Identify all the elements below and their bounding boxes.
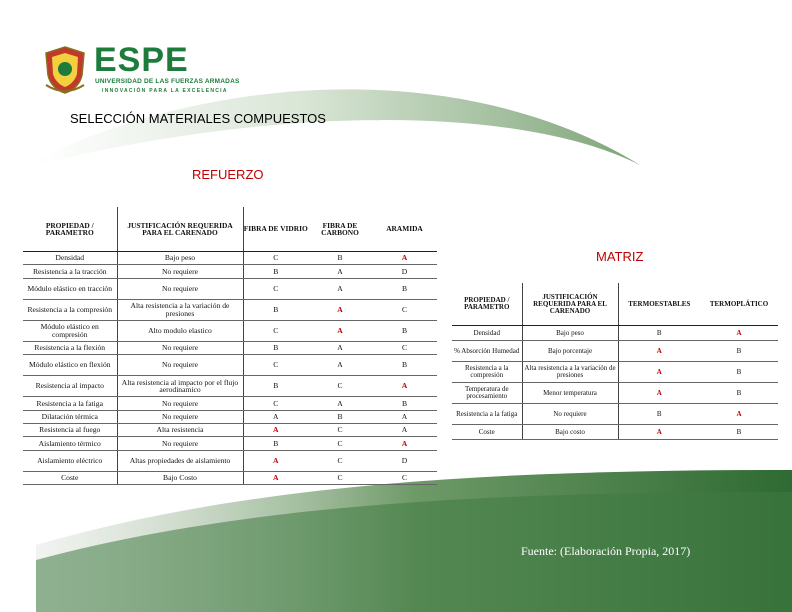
cell: Alta resistencia (117, 423, 243, 436)
cell: Dilatación térmica (23, 410, 117, 423)
cell: Alta resistencia a la variación de presiones (522, 362, 618, 383)
cell: B (700, 383, 778, 404)
table-row (23, 397, 437, 410)
column-header: PROPIEDAD / PARAMETRO (452, 283, 522, 326)
cell: No requiere (117, 341, 243, 354)
cell: Resistencia a la fatiga (23, 397, 117, 410)
cell: A (308, 299, 372, 320)
cell: Módulo elástico en flexión (23, 355, 117, 376)
cell: Resistencia a la compresión (23, 299, 117, 320)
table-row (23, 437, 437, 450)
cell: A (308, 341, 372, 354)
cell: C (308, 376, 372, 397)
espe-logo (42, 42, 242, 102)
cell: Resistencia a la fatiga (452, 404, 522, 425)
cell: C (308, 423, 372, 436)
cell: No requiere (117, 437, 243, 450)
cell: A (700, 326, 778, 341)
cell: A (308, 397, 372, 410)
cell: C (308, 471, 372, 484)
column-header: JUSTIFICACIÓN REQUERIDA PARA EL CARENADO (522, 283, 618, 326)
cell: B (372, 278, 437, 299)
table-row (23, 299, 437, 320)
cell: B (618, 326, 700, 341)
cell: A (308, 355, 372, 376)
cell: B (700, 341, 778, 362)
cell: A (618, 341, 700, 362)
cell: No requiere (117, 278, 243, 299)
cell: B (308, 410, 372, 423)
table-row (23, 278, 437, 299)
table-row (452, 425, 778, 440)
cell: Módulo elástico en compresión (23, 320, 117, 341)
table-row (23, 471, 437, 484)
matriz-table (452, 283, 778, 440)
column-header: FIBRA DE VIDRIO (243, 207, 308, 252)
cell: A (700, 404, 778, 425)
column-header: FIBRA DE CARBONO (308, 207, 372, 252)
cell: A (618, 362, 700, 383)
cell: C (308, 437, 372, 450)
cell: A (618, 425, 700, 440)
cell: B (700, 362, 778, 383)
cell: C (372, 471, 437, 484)
cell: Aislamiento térmico (23, 437, 117, 450)
cell: C (243, 397, 308, 410)
table-row (23, 341, 437, 354)
cell: C (372, 299, 437, 320)
cell: B (243, 265, 308, 278)
cell: No requiere (117, 410, 243, 423)
cell: A (372, 252, 437, 265)
cell: C (243, 278, 308, 299)
cell: A (243, 471, 308, 484)
cell: C (308, 450, 372, 471)
cell: Temperatura de procesamiento (452, 383, 522, 404)
cell: C (372, 341, 437, 354)
column-header: ARAMIDA (372, 207, 437, 252)
crest-icon (42, 45, 88, 95)
table-row (23, 410, 437, 423)
cell: Aislamiento eléctrico (23, 450, 117, 471)
refuerzo-table (23, 207, 437, 485)
cell: Resistencia a la flexión (23, 341, 117, 354)
table-row (452, 383, 778, 404)
table-header-row (452, 283, 778, 326)
cell: Bajo peso (117, 252, 243, 265)
cell: Módulo elástico en tracción (23, 278, 117, 299)
cell: B (372, 320, 437, 341)
table-row (452, 341, 778, 362)
cell: D (372, 450, 437, 471)
cell: A (243, 423, 308, 436)
cell: Menor temperatura (522, 383, 618, 404)
refuerzo-label: REFUERZO (192, 167, 264, 182)
matriz-label: MATRIZ (596, 249, 644, 264)
cell: B (243, 341, 308, 354)
cell: A (308, 320, 372, 341)
table-row (23, 423, 437, 436)
logo-tagline: INNOVACIÓN PARA LA EXCELENCIA (102, 88, 228, 94)
cell: Densidad (23, 252, 117, 265)
cell: B (308, 252, 372, 265)
table-row (23, 450, 437, 471)
cell: A (372, 423, 437, 436)
cell: No requiere (117, 397, 243, 410)
cell: A (243, 410, 308, 423)
cell: Bajo Costo (117, 471, 243, 484)
cell: Coste (23, 471, 117, 484)
column-header: JUSTIFICACIÓN REQUERIDA PARA EL CARENADO (117, 207, 243, 252)
cell: B (618, 404, 700, 425)
table-row (452, 362, 778, 383)
cell: A (308, 278, 372, 299)
table-row (452, 326, 778, 341)
cell: Resistencia a la tracción (23, 265, 117, 278)
table-row (23, 376, 437, 397)
cell: Alta resistencia al impacto por el flujo aerodinamico (117, 376, 243, 397)
column-header: TERMOPLÁTICO (700, 283, 778, 326)
source-note: Fuente: (Elaboración Propia, 2017) (521, 544, 691, 558)
cell: Altas propiedades de aislamiento (117, 450, 243, 471)
cell: B (243, 376, 308, 397)
cell: No requiere (117, 355, 243, 376)
cell: Bajo peso (522, 326, 618, 341)
cell: A (372, 437, 437, 450)
cell: C (243, 320, 308, 341)
logo-university-name: UNIVERSIDAD DE LAS FUERZAS ARMADAS (95, 78, 240, 85)
cell: Resistencia al impacto (23, 376, 117, 397)
cell: A (618, 383, 700, 404)
cell: C (243, 355, 308, 376)
cell: Densidad (452, 326, 522, 341)
cell: B (243, 299, 308, 320)
cell: D (372, 265, 437, 278)
table-row (23, 265, 437, 278)
cell: Alto modulo elastico (117, 320, 243, 341)
cell: Resistencia a la compresión (452, 362, 522, 383)
table-row (452, 404, 778, 425)
cell: Alta resistencia a la variación de presiones (117, 299, 243, 320)
cell: Resistencia al fuego (23, 423, 117, 436)
cell: A (308, 265, 372, 278)
logo-brand: ESPE (94, 41, 189, 79)
cell: B (372, 397, 437, 410)
cell: % Absorción Humedad (452, 341, 522, 362)
column-header: TERMOESTABLES (618, 283, 700, 326)
cell: Bajo porcentaje (522, 341, 618, 362)
cell: No requiere (117, 265, 243, 278)
cell: B (243, 437, 308, 450)
cell: Bajo costo (522, 425, 618, 440)
cell: C (243, 252, 308, 265)
table-row (23, 320, 437, 341)
cell: Coste (452, 425, 522, 440)
cell: A (372, 410, 437, 423)
cell: B (700, 425, 778, 440)
cell: No requiere (522, 404, 618, 425)
table-header-row (23, 207, 437, 252)
table-row (23, 355, 437, 376)
slide-title: SELECCIÓN MATERIALES COMPUESTOS (70, 111, 326, 126)
cell: B (372, 355, 437, 376)
cell: A (243, 450, 308, 471)
column-header: PROPIEDAD / PARAMETRO (23, 207, 117, 252)
table-row (23, 252, 437, 265)
cell: A (372, 376, 437, 397)
